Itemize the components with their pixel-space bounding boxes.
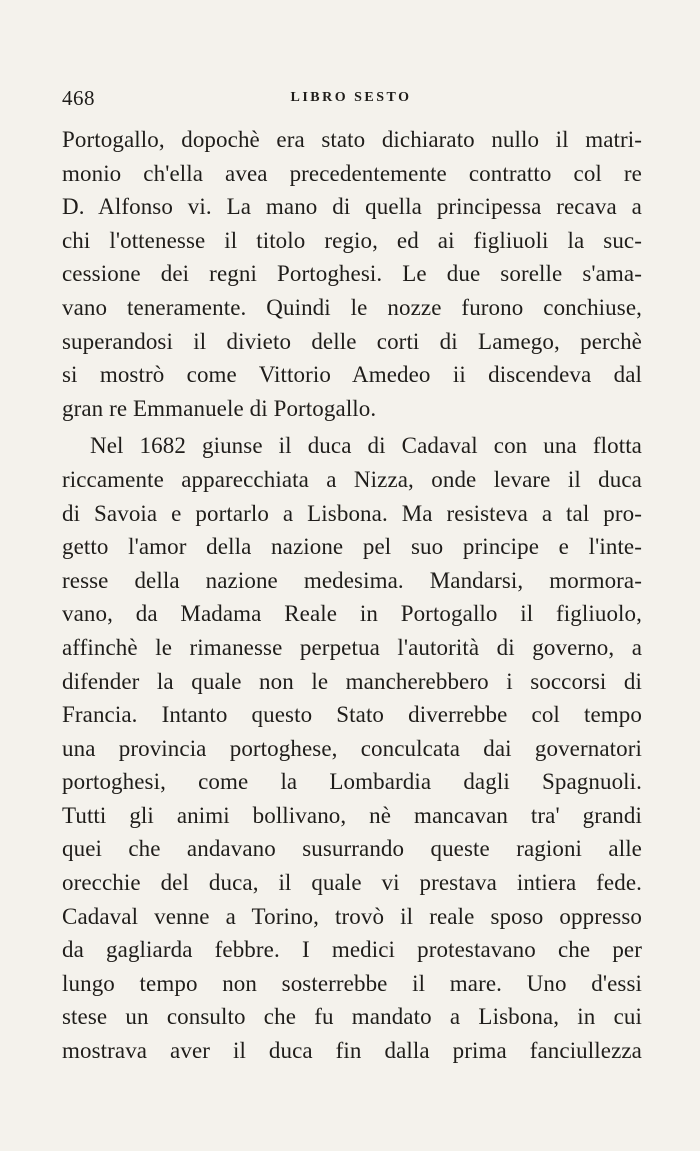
text-line: stese un consulto che fu mandato a Lisbona, in cui (62, 1004, 642, 1030)
text-line: cessione dei regni Portoghesi. Le due sorelle s'ama- (62, 261, 642, 287)
text-line: portoghesi, come la Lombardia dagli Spagnuoli. (62, 769, 642, 795)
text-line: gran re Emmanuele di Portogallo. (62, 395, 377, 421)
running-head: LIBRO SESTO (290, 90, 412, 105)
text-line: mostrava aver il duca fin dalla prima fanciullezza (62, 1038, 642, 1064)
text-line: chi l'ottenesse il titolo regio, ed ai figliuoli la suc- (62, 227, 642, 253)
text-line: vano teneramente. Quindi le nozze furono conchiuse, (62, 294, 642, 320)
text-line: riccamente apparecchiata a Nizza, onde levare il duca (62, 466, 642, 492)
text-line: Tutti gli animi bollivano, nè mancavan tra' grandi (62, 802, 642, 828)
text-line: Cadaval venne a Torino, trovò il reale sposo oppresso (62, 903, 642, 929)
text-line: lungo tempo non sosterrebbe il mare. Uno d'essi (62, 970, 642, 996)
text-line: una provincia portoghese, conculcata dai governatori (62, 735, 642, 761)
text-line: Portogallo, dopochè era stato dichiarato nullo il matri- (62, 127, 642, 152)
text-line: Francia. Intanto questo Stato diverrebbe col tempo (62, 702, 642, 728)
text-line: difender la quale non le mancherebbero i soccorsi di (62, 668, 642, 694)
page-number: 468 (62, 86, 95, 110)
text-line: D. Alfonso vi. La mano di quella principessa recava a (62, 194, 642, 220)
text-line: di Savoia e portarlo a Lisbona. Ma resisteva a tal pro- (62, 500, 642, 526)
text-line: quei che andavano susurrando queste ragioni alle (62, 836, 642, 862)
paragraph-2 (62, 429, 642, 1067)
text-line: vano, da Madama Reale in Portogallo il figliuolo, (62, 601, 642, 627)
text-line: affinchè le rimanesse perpetua l'autorità di governo, a (62, 634, 642, 660)
text-line: Nel 1682 giunse il duca di Cadaval con una flotta (90, 433, 642, 459)
text-line: orecchie del duca, il quale vi prestava intiera fede. (62, 870, 642, 896)
body-text (62, 123, 642, 1068)
paragraph-1 (62, 123, 642, 425)
text-line: si mostrò come Vittorio Amedeo ii discendeva dal (62, 362, 642, 388)
text-line: monio ch'ella avea precedentemente contratto col re (62, 160, 642, 186)
text-line: superandosi il divieto delle corti di Lamego, perchè (62, 328, 642, 354)
text-line: getto l'amor della nazione pel suo principe e l'inte- (62, 534, 642, 560)
page-header (62, 86, 640, 116)
text-line: da gagliarda febbre. I medici protestavano che per (62, 937, 642, 963)
text-line: resse della nazione medesima. Mandarsi, mormora- (62, 567, 642, 593)
